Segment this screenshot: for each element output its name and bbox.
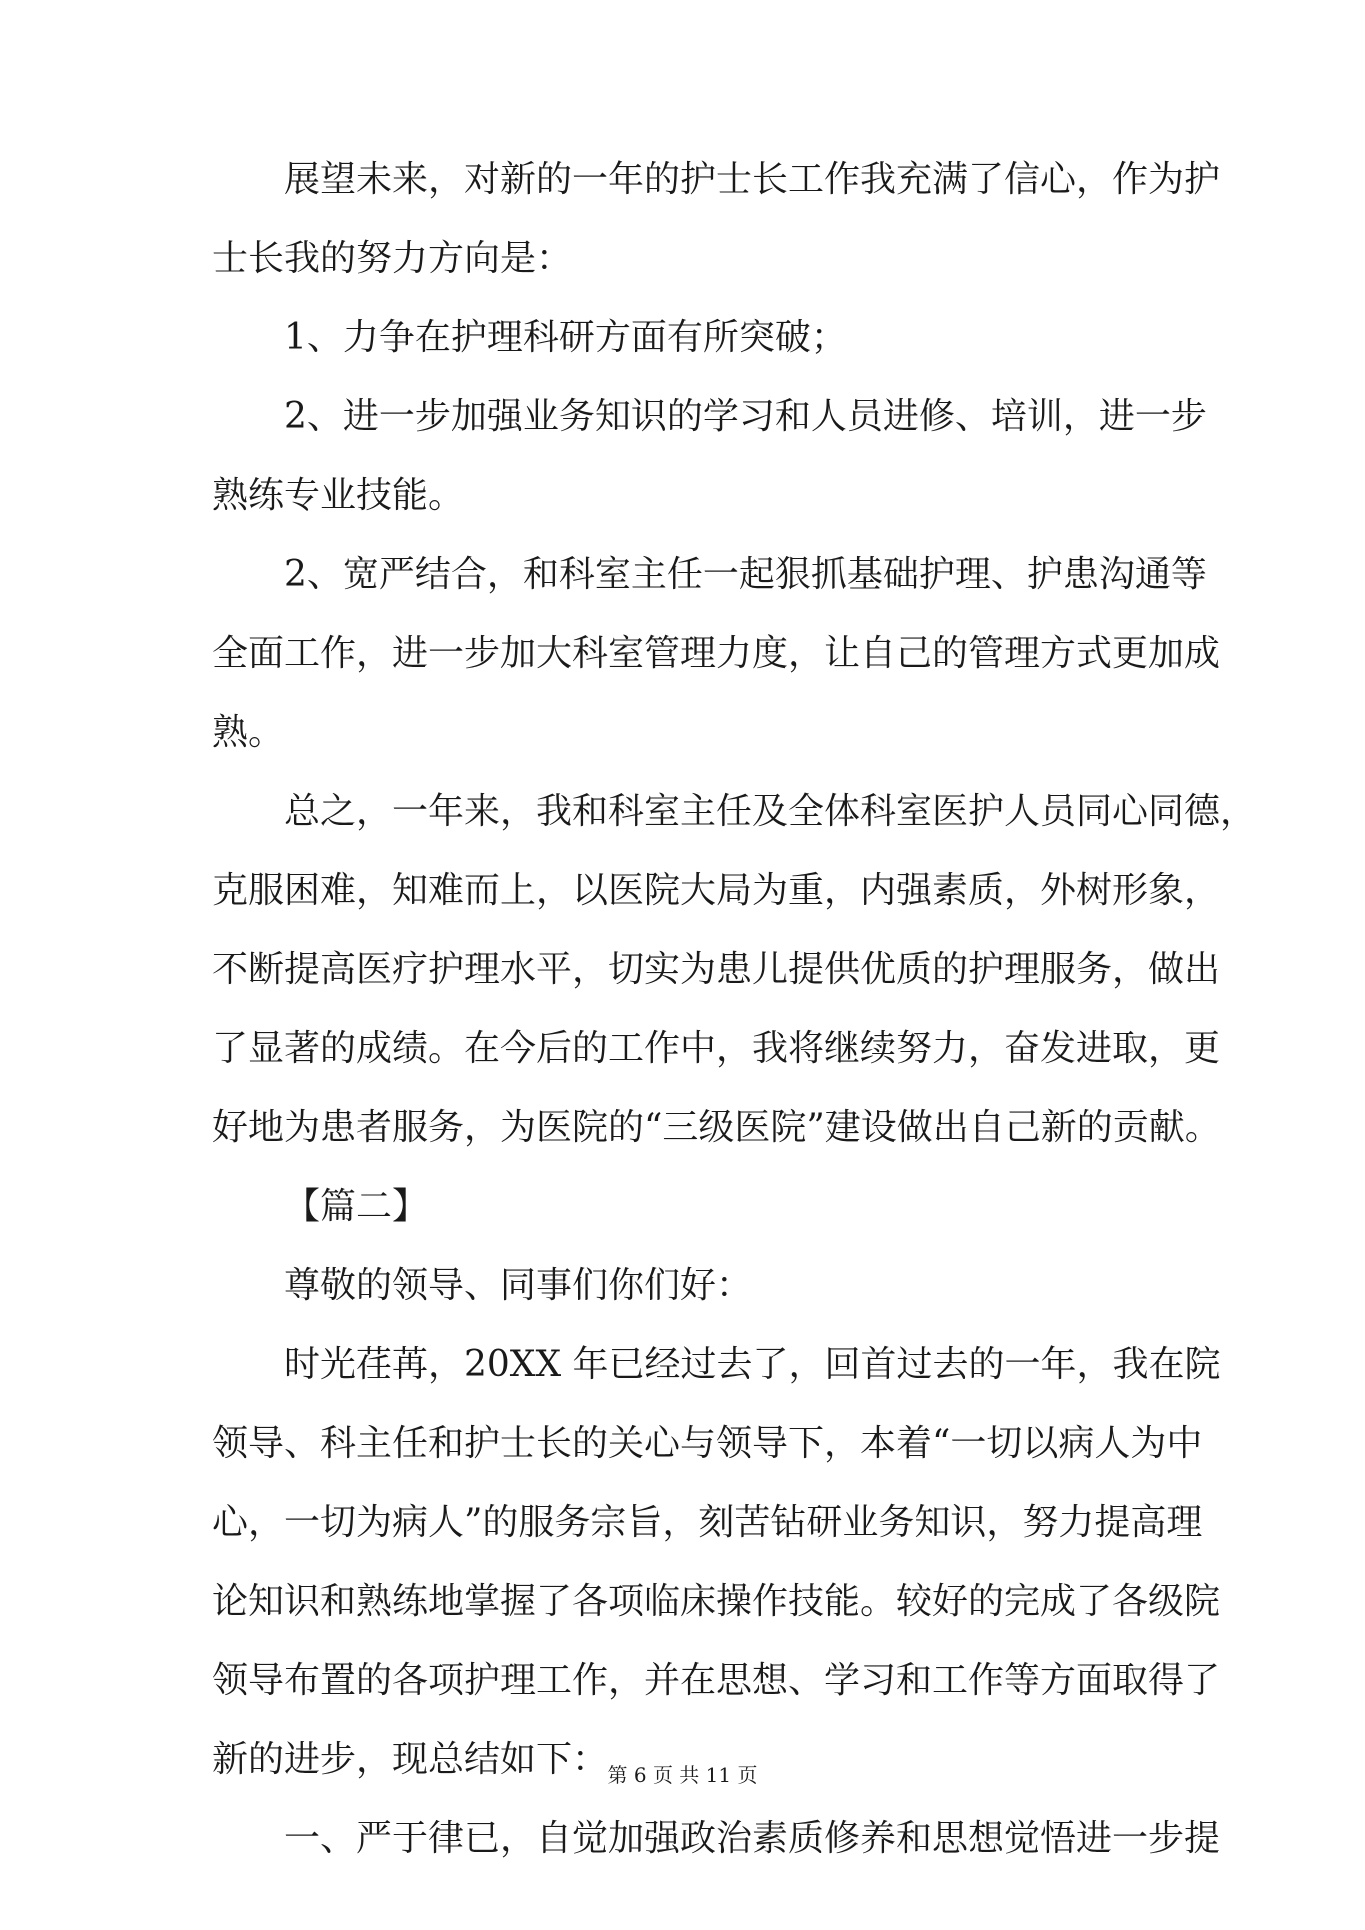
text-line: 克服困难，知难而上，以医院大局为重，内强素质，外树形象，	[212, 870, 1221, 911]
text-line: 总之，一年来，我和科室主任及全体科室医护人员同心同德，	[284, 791, 1257, 832]
text-line: 2、进一步加强业务知识的学习和人员进修、培训，进一步	[284, 396, 1207, 437]
text-line: 展望未来，对新的一年的护士长工作我充满了信心，作为护	[284, 159, 1221, 200]
text-line: 全面工作，进一步加大科室管理力度，让自己的管理方式更加成	[212, 633, 1221, 674]
text-line: 不断提高医疗护理水平，切实为患儿提供优质的护理服务，做出	[212, 949, 1221, 990]
text-line: 熟练专业技能。	[212, 475, 465, 516]
text-line: 好地为患者服务，为医院的“三级医院”建设做出自己新的贡献。	[212, 1107, 1221, 1148]
text-line: 2、宽严结合，和科室主任一起狠抓基础护理、护患沟通等	[284, 554, 1207, 595]
text-line: 论知识和熟练地掌握了各项临床操作技能。较好的完成了各级院	[212, 1581, 1221, 1622]
text-line: 1、力争在护理科研方面有所突破；	[284, 317, 847, 358]
text-line: 领导、科主任和护士长的关心与领导下，本着“一切以病人为中	[212, 1423, 1203, 1464]
text-line: 一、严于律已，自觉加强政治素质修养和思想觉悟进一步提	[284, 1818, 1221, 1859]
text-line: 了显著的成绩。在今后的工作中，我将继续努力，奋发进取，更	[212, 1028, 1221, 1069]
text-line: 心，一切为病人”的服务宗旨，刻苦钻研业务知识，努力提高理	[212, 1502, 1203, 1543]
section-heading: 【篇二】	[284, 1186, 429, 1227]
page-footer: 第 6 页 共 11 页	[607, 1763, 758, 1787]
text-line: 领导布置的各项护理工作，并在思想、学习和工作等方面取得了	[212, 1660, 1221, 1701]
text-line: 时光荏苒，20XX 年已经过去了，回首过去的一年，我在院	[284, 1344, 1221, 1385]
text-line: 士长我的努力方向是：	[212, 238, 573, 279]
text-line: 尊敬的领导、同事们你们好：	[284, 1265, 753, 1306]
document-body	[212, 140, 1257, 1878]
text-line: 熟。	[212, 712, 285, 753]
text-line: 新的进步，现总结如下：	[212, 1739, 609, 1780]
